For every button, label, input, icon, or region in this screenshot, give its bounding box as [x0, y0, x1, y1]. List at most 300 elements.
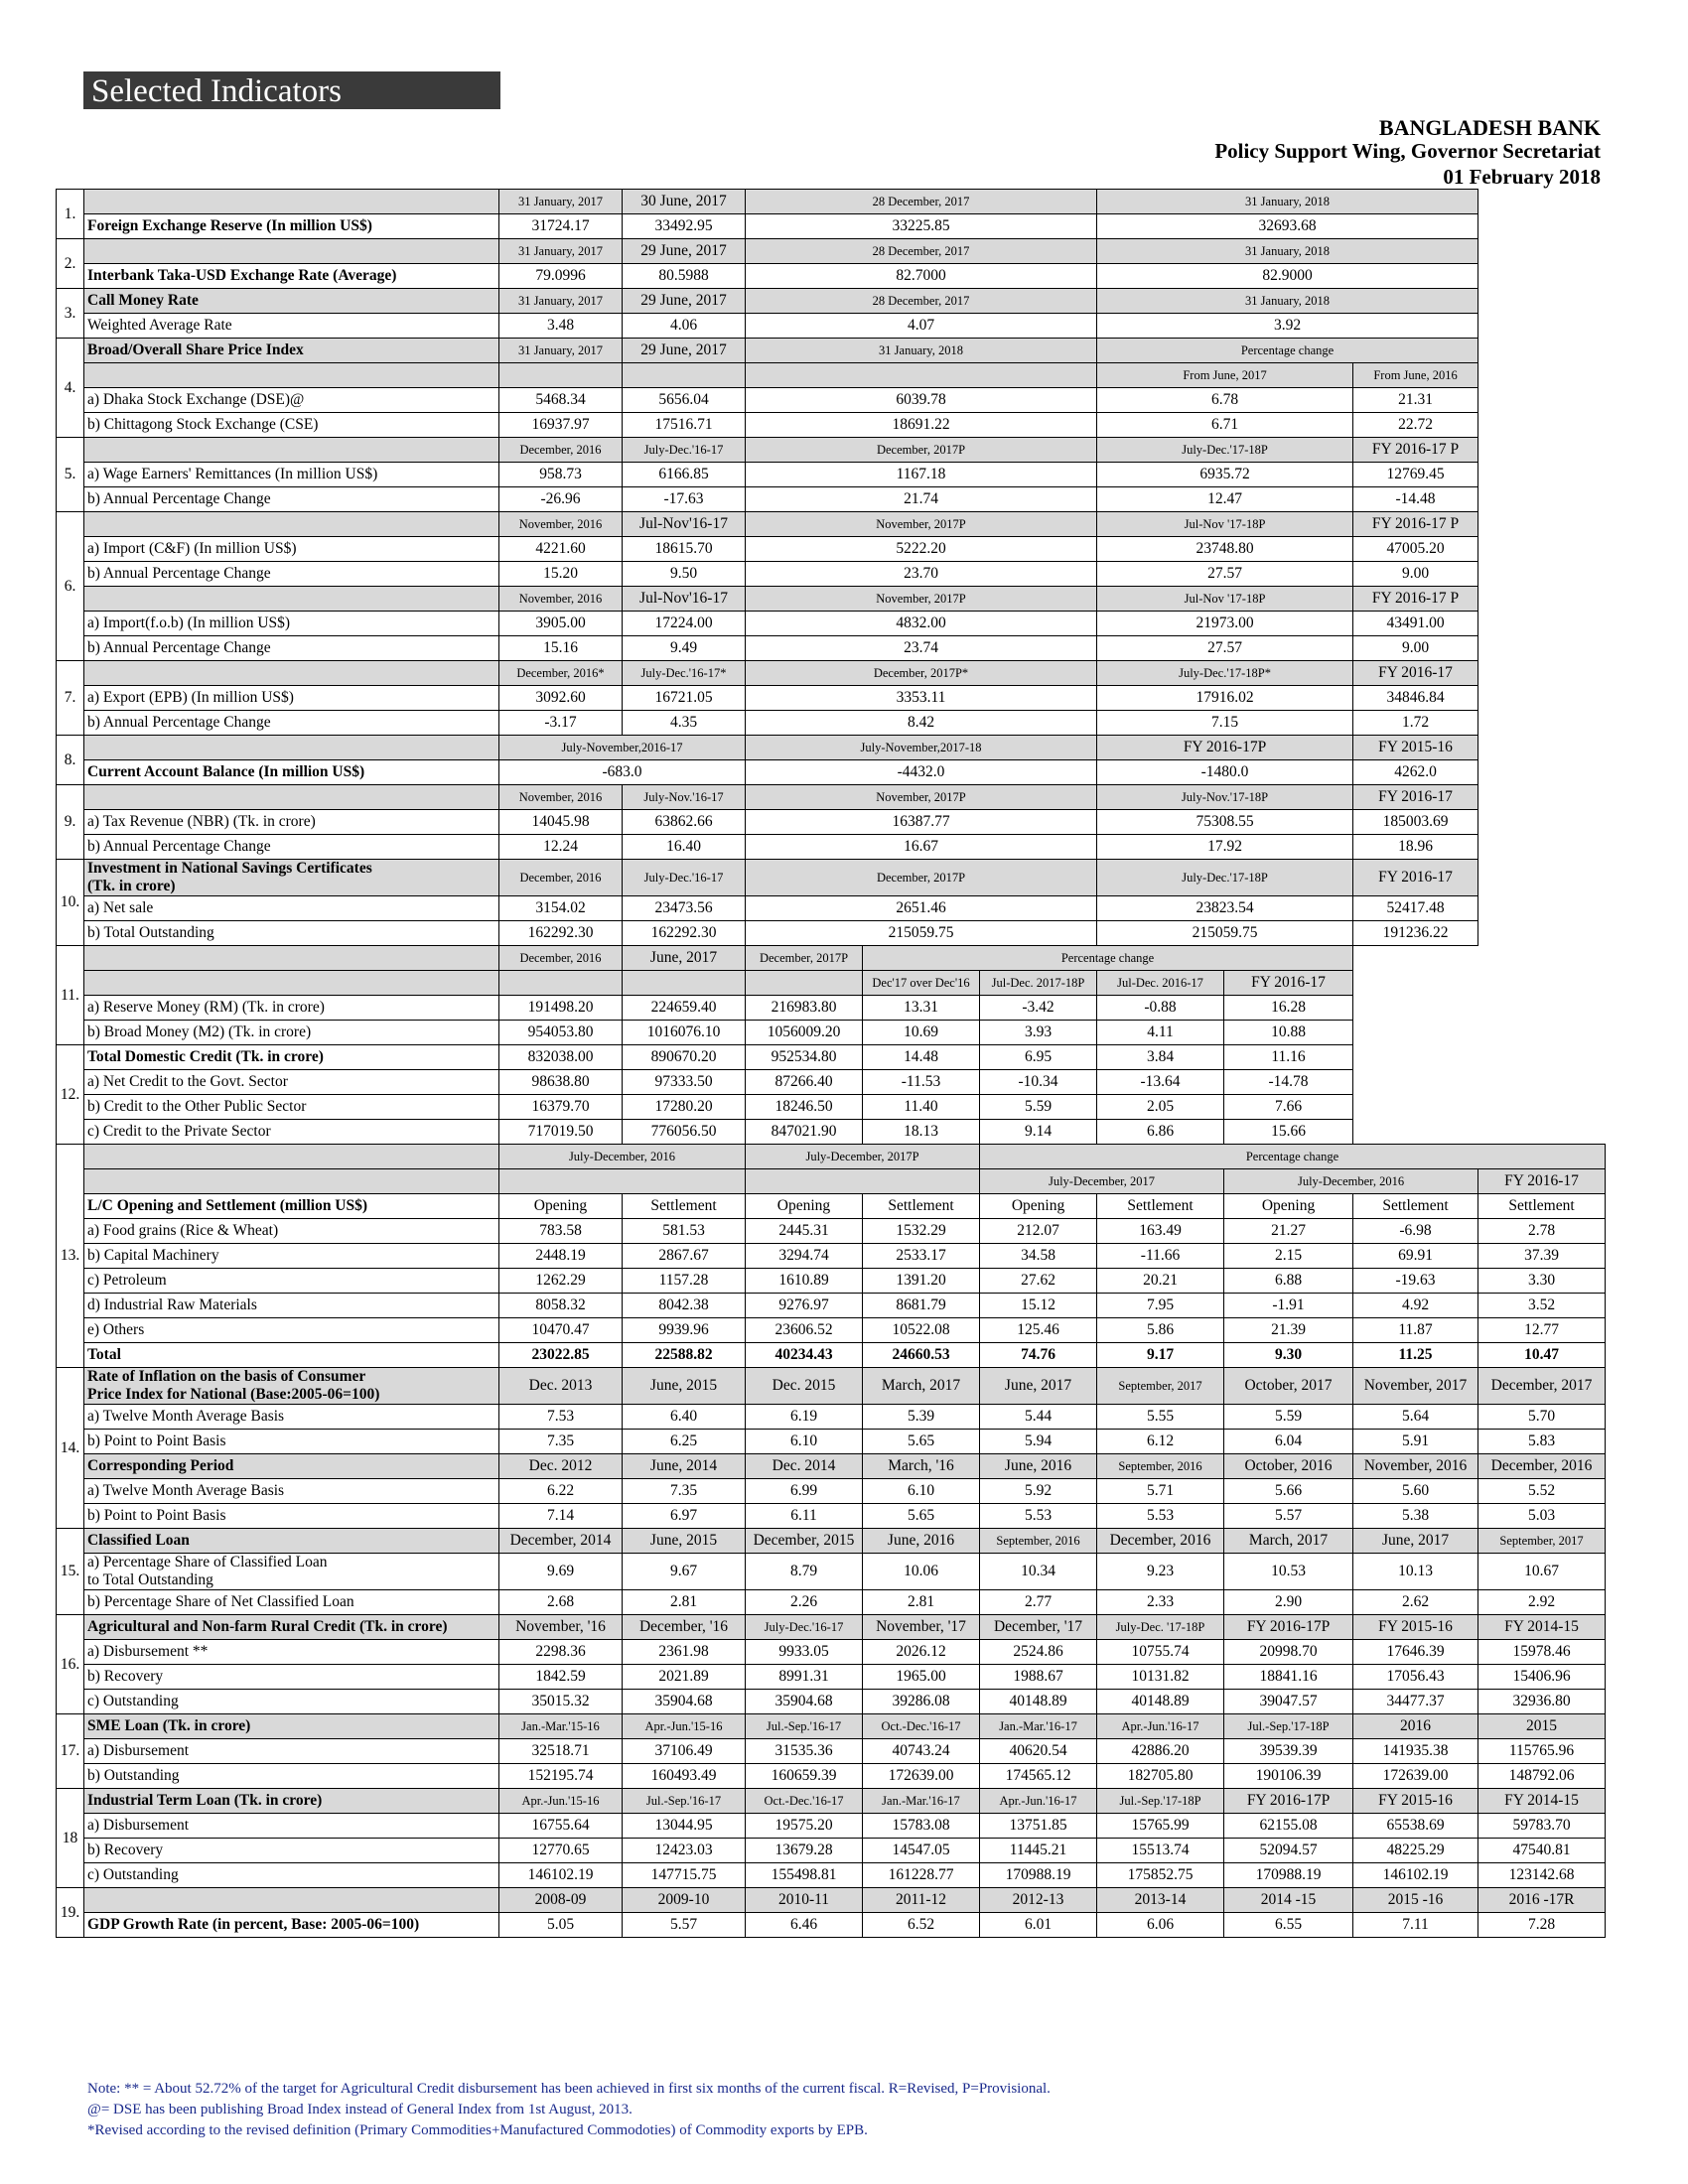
value-cell: 63862.66	[623, 810, 746, 835]
header-row	[57, 1615, 1606, 1640]
column-header: FY 2016-17 P	[1353, 438, 1478, 463]
column-header: FY 2014-15	[1478, 1615, 1606, 1640]
value-cell: 1532.29	[863, 1219, 980, 1244]
column-header: June, 2015	[623, 1529, 746, 1554]
value-cell: 125.46	[980, 1318, 1097, 1343]
value-cell: -17.63	[623, 487, 746, 512]
column-header: July-December, 2016	[499, 1145, 746, 1169]
value-cell: Settlement	[1353, 1194, 1478, 1219]
serial-number: 3.	[57, 289, 84, 339]
column-header: December, '17	[980, 1615, 1097, 1640]
value-cell: 2.26	[746, 1590, 863, 1615]
value-cell: 7.95	[1097, 1294, 1224, 1318]
value-cell: 5.05	[499, 1913, 623, 1938]
column-header: Percentage change	[1097, 339, 1478, 363]
value-cell: 163.49	[1097, 1219, 1224, 1244]
serial-number: 11.	[57, 946, 84, 1045]
value-cell: 6.78	[1097, 388, 1353, 413]
column-header: Oct.-Dec.'16-17	[863, 1714, 980, 1739]
value-cell: 1167.18	[746, 463, 1097, 487]
data-row	[57, 896, 1606, 921]
row-label: Weighted Average Rate	[84, 314, 499, 339]
value-cell: 7.66	[1224, 1095, 1353, 1120]
value-cell: 10.88	[1224, 1021, 1353, 1045]
row-label: b) Annual Percentage Change	[84, 835, 499, 860]
row-label: b) Point to Point Basis	[84, 1504, 499, 1529]
value-cell: 16755.64	[499, 1814, 623, 1839]
column-header: September, 2017	[1097, 1368, 1224, 1405]
header-row	[57, 190, 1606, 214]
value-cell: -683.0	[499, 760, 746, 785]
header-row	[57, 587, 1606, 612]
value-cell: 5.55	[1097, 1405, 1224, 1430]
column-header: 31 January, 2018	[1097, 239, 1478, 264]
value-cell: 162292.30	[623, 921, 746, 946]
column-header: Jul-Dec. 2017-18P	[980, 971, 1097, 996]
value-cell: 6166.85	[623, 463, 746, 487]
value-cell: 21.27	[1224, 1219, 1353, 1244]
value-cell: 2.62	[1353, 1590, 1478, 1615]
value-cell: 1391.20	[863, 1269, 980, 1294]
column-header: 31 January, 2017	[499, 190, 623, 214]
value-cell: 5.64	[1353, 1405, 1478, 1430]
row-label	[84, 785, 499, 810]
value-cell: 16721.05	[623, 686, 746, 711]
data-row	[57, 1219, 1606, 1244]
row-label: c) Petroleum	[84, 1269, 499, 1294]
value-cell: -1480.0	[1097, 760, 1353, 785]
column-header: 31 January, 2017	[499, 239, 623, 264]
value-cell: -14.48	[1353, 487, 1478, 512]
value-cell: 15.20	[499, 562, 623, 587]
value-cell: 65538.69	[1353, 1814, 1478, 1839]
serial-number: 19.	[57, 1888, 84, 1938]
value-cell: 62155.08	[1224, 1814, 1353, 1839]
value-cell: 4.92	[1353, 1294, 1478, 1318]
value-cell: Opening	[746, 1194, 863, 1219]
value-cell: 215059.75	[746, 921, 1097, 946]
row-label: b) Capital Machinery	[84, 1244, 499, 1269]
column-header: October, 2017	[1224, 1368, 1353, 1405]
value-cell: Settlement	[863, 1194, 980, 1219]
serial-number: 9.	[57, 785, 84, 860]
value-cell: 174565.12	[980, 1764, 1097, 1789]
data-row	[57, 463, 1606, 487]
value-cell: 146102.19	[499, 1863, 623, 1888]
value-cell: 5.66	[1224, 1479, 1353, 1504]
column-header: Oct.-Dec.'16-17	[746, 1789, 863, 1814]
row-label: b) Broad Money (M2) (Tk. in crore)	[84, 1021, 499, 1045]
value-cell: 6.11	[746, 1504, 863, 1529]
column-header: Dec. 2015	[746, 1368, 863, 1405]
value-cell: 21.39	[1224, 1318, 1353, 1343]
column-header: 30 June, 2017	[623, 190, 746, 214]
value-cell: 23022.85	[499, 1343, 623, 1368]
value-cell: 155498.81	[746, 1863, 863, 1888]
value-cell: 27.57	[1097, 636, 1353, 661]
value-cell: Settlement	[1097, 1194, 1224, 1219]
value-cell: 10.13	[1353, 1554, 1478, 1590]
value-cell: 33225.85	[746, 214, 1097, 239]
value-cell: 6.88	[1224, 1269, 1353, 1294]
value-cell: 3.92	[1097, 314, 1478, 339]
value-cell: 3.84	[1097, 1045, 1224, 1070]
value-cell: 182705.80	[1097, 1764, 1224, 1789]
value-cell: 18.13	[863, 1120, 980, 1145]
value-cell: 2.81	[623, 1590, 746, 1615]
data-row	[57, 760, 1606, 785]
value-cell: 148792.06	[1478, 1764, 1606, 1789]
column-header: June, 2017	[623, 946, 746, 971]
row-label	[84, 239, 499, 264]
row-label: Interbank Taka-USD Exchange Rate (Average)	[84, 264, 499, 289]
header-row	[57, 1145, 1606, 1169]
value-cell: 1016076.10	[623, 1021, 746, 1045]
value-cell: -11.53	[863, 1070, 980, 1095]
value-cell: 40234.43	[746, 1343, 863, 1368]
value-cell: 6.06	[1097, 1913, 1224, 1938]
column-header: December, 2016	[1097, 1529, 1224, 1554]
value-cell: 7.35	[623, 1479, 746, 1504]
value-cell: 34477.37	[1353, 1690, 1478, 1714]
value-cell: 8681.79	[863, 1294, 980, 1318]
column-header: June, 2017	[980, 1368, 1097, 1405]
value-cell: 5.91	[1353, 1430, 1478, 1454]
row-label: a) Import (C&F) (In million US$)	[84, 537, 499, 562]
value-cell: 35904.68	[746, 1690, 863, 1714]
row-label: b) Recovery	[84, 1665, 499, 1690]
value-cell: Opening	[499, 1194, 623, 1219]
value-cell: 5656.04	[623, 388, 746, 413]
value-cell: 6.40	[623, 1405, 746, 1430]
data-row	[57, 388, 1606, 413]
row-label: e) Others	[84, 1318, 499, 1343]
data-row	[57, 835, 1606, 860]
column-header: September, 2016	[1097, 1454, 1224, 1479]
value-cell: 162292.30	[499, 921, 623, 946]
value-cell: 4832.00	[746, 612, 1097, 636]
value-cell: 1965.00	[863, 1665, 980, 1690]
row-label: Total	[84, 1343, 499, 1368]
data-row	[57, 636, 1606, 661]
row-label: b) Outstanding	[84, 1764, 499, 1789]
column-header: Jan.-Mar.'16-17	[863, 1789, 980, 1814]
data-row	[57, 1839, 1606, 1863]
value-cell: 13044.95	[623, 1814, 746, 1839]
value-cell: 21.74	[746, 487, 1097, 512]
value-cell: 5.38	[1353, 1504, 1478, 1529]
data-row	[57, 1479, 1606, 1504]
row-label	[84, 1145, 499, 1169]
value-cell: 82.9000	[1097, 264, 1478, 289]
value-cell: 22.72	[1353, 413, 1478, 438]
value-cell: 9.23	[1097, 1554, 1224, 1590]
column-header: July-December, 2017P	[746, 1145, 980, 1169]
value-cell: 11.40	[863, 1095, 980, 1120]
value-cell: 5.65	[863, 1504, 980, 1529]
value-cell: 4.06	[623, 314, 746, 339]
header-row	[57, 1454, 1606, 1479]
value-cell: 27.57	[1097, 562, 1353, 587]
row-label: c) Outstanding	[84, 1690, 499, 1714]
value-cell: 15.66	[1224, 1120, 1353, 1145]
value-cell: 35015.32	[499, 1690, 623, 1714]
data-row	[57, 264, 1606, 289]
value-cell: 783.58	[499, 1219, 623, 1244]
value-cell: 6.99	[746, 1479, 863, 1504]
column-header: November, 2016	[1353, 1454, 1478, 1479]
column-header: FY 2016-17 P	[1353, 587, 1478, 612]
data-row	[57, 1095, 1606, 1120]
row-label: a) Percentage Share of Classified Loan to Total Outstanding	[84, 1554, 499, 1590]
value-cell: -6.98	[1353, 1219, 1478, 1244]
value-cell: 16.28	[1224, 996, 1353, 1021]
value-cell: 2.15	[1224, 1244, 1353, 1269]
column-header: 2015 -16	[1353, 1888, 1478, 1913]
column-header	[623, 363, 746, 388]
value-cell: 32693.68	[1097, 214, 1478, 239]
value-cell: 10.69	[863, 1021, 980, 1045]
value-cell: 9.17	[1097, 1343, 1224, 1368]
value-cell: 24660.53	[863, 1343, 980, 1368]
value-cell: 10.34	[980, 1554, 1097, 1590]
column-header: Dec. 2014	[746, 1454, 863, 1479]
row-label: b) Annual Percentage Change	[84, 636, 499, 661]
value-cell: 172639.00	[1353, 1764, 1478, 1789]
value-cell: -11.66	[1097, 1244, 1224, 1269]
value-cell: -0.88	[1097, 996, 1224, 1021]
value-cell: 6.10	[863, 1479, 980, 1504]
value-cell: 5.53	[1097, 1504, 1224, 1529]
value-cell: 18246.50	[746, 1095, 863, 1120]
row-label: Current Account Balance (In million US$)	[84, 760, 499, 785]
value-cell: 2.33	[1097, 1590, 1224, 1615]
value-cell: 6.95	[980, 1045, 1097, 1070]
report-date: 01 February 2018	[1443, 165, 1601, 189]
row-label: d) Industrial Raw Materials	[84, 1294, 499, 1318]
value-cell: 1157.28	[623, 1269, 746, 1294]
value-cell: 12.77	[1478, 1318, 1606, 1343]
value-cell: 152195.74	[499, 1764, 623, 1789]
column-header: 29 June, 2017	[623, 239, 746, 264]
column-header: 29 June, 2017	[623, 289, 746, 314]
value-cell: -3.17	[499, 711, 623, 736]
column-header	[499, 971, 623, 996]
header-row	[57, 1529, 1606, 1554]
column-header: December, 2017P	[746, 438, 1097, 463]
column-header: Jul-Nov '17-18P	[1097, 587, 1353, 612]
row-label	[84, 1888, 499, 1913]
value-cell: 4.35	[623, 711, 746, 736]
value-cell: 14045.98	[499, 810, 623, 835]
value-cell: 212.07	[980, 1219, 1097, 1244]
value-cell: 2.78	[1478, 1219, 1606, 1244]
value-cell: 59783.70	[1478, 1814, 1606, 1839]
value-cell: 12.47	[1097, 487, 1353, 512]
column-header: 2013-14	[1097, 1888, 1224, 1913]
value-cell: Opening	[980, 1194, 1097, 1219]
column-header: Apr.-Jun.'15-16	[499, 1789, 623, 1814]
value-cell: 18841.16	[1224, 1665, 1353, 1690]
value-cell: 3.30	[1478, 1269, 1606, 1294]
column-header: FY 2015-16	[1353, 736, 1478, 760]
value-cell: 9.30	[1224, 1343, 1353, 1368]
value-cell: 5.03	[1478, 1504, 1606, 1529]
column-header: November, '16	[499, 1615, 623, 1640]
value-cell: 10.06	[863, 1554, 980, 1590]
serial-number: 8.	[57, 736, 84, 785]
data-row	[57, 1739, 1606, 1764]
data-row	[57, 214, 1606, 239]
value-cell: -13.64	[1097, 1070, 1224, 1095]
value-cell: -26.96	[499, 487, 623, 512]
value-cell: 23823.54	[1097, 896, 1353, 921]
row-label: a) Disbursement	[84, 1814, 499, 1839]
header-row	[57, 339, 1606, 363]
serial-number: 4.	[57, 339, 84, 438]
column-header: 2014 -15	[1224, 1888, 1353, 1913]
header-row	[57, 785, 1606, 810]
value-cell: 6.97	[623, 1504, 746, 1529]
value-cell: 6.71	[1097, 413, 1353, 438]
value-cell: 15.12	[980, 1294, 1097, 1318]
value-cell: 172639.00	[863, 1764, 980, 1789]
value-cell: 5222.20	[746, 537, 1097, 562]
value-cell: 146102.19	[1353, 1863, 1478, 1888]
value-cell: 3092.60	[499, 686, 623, 711]
column-header: December, 2017P	[746, 860, 1097, 896]
data-row	[57, 487, 1606, 512]
value-cell: 6.12	[1097, 1430, 1224, 1454]
row-label: b) Recovery	[84, 1839, 499, 1863]
value-cell: 5.57	[623, 1913, 746, 1938]
column-header: 28 December, 2017	[746, 239, 1097, 264]
value-cell: 2298.36	[499, 1640, 623, 1665]
data-row	[57, 1120, 1606, 1145]
value-cell: 52417.48	[1353, 896, 1478, 921]
value-cell: 10.47	[1478, 1343, 1606, 1368]
value-cell: 6.22	[499, 1479, 623, 1504]
row-label: b) Annual Percentage Change	[84, 711, 499, 736]
data-row	[57, 686, 1606, 711]
value-cell: 2524.86	[980, 1640, 1097, 1665]
value-cell: 2.92	[1478, 1590, 1606, 1615]
serial-number: 12.	[57, 1045, 84, 1145]
column-header: November, 2017P	[746, 512, 1097, 537]
row-label: Foreign Exchange Reserve (In million US$)	[84, 214, 499, 239]
column-header: October, 2016	[1224, 1454, 1353, 1479]
value-cell: 2651.46	[746, 896, 1097, 921]
row-label	[84, 587, 499, 612]
row-label: a) Net sale	[84, 896, 499, 921]
value-cell: 87266.40	[746, 1070, 863, 1095]
column-header: July-Dec.'16-17*	[623, 661, 746, 686]
value-cell: 16379.70	[499, 1095, 623, 1120]
value-cell: 224659.40	[623, 996, 746, 1021]
value-cell: 170988.19	[980, 1863, 1097, 1888]
serial-number: 7.	[57, 661, 84, 736]
row-label	[84, 971, 499, 996]
column-header: 31 January, 2017	[499, 289, 623, 314]
column-header: November, '17	[863, 1615, 980, 1640]
footnote: *Revised according to the revised definition (Primary Commodities+Manufactured Commodoties) of Commodity exports by EPB.	[87, 2122, 868, 2138]
row-label: a) Disbursement	[84, 1739, 499, 1764]
value-cell: 9.49	[623, 636, 746, 661]
column-header: Jul.-Sep.'17-18P	[1224, 1714, 1353, 1739]
value-cell: 7.53	[499, 1405, 623, 1430]
value-cell: 39286.08	[863, 1690, 980, 1714]
value-cell: 6.86	[1097, 1120, 1224, 1145]
value-cell: 22588.82	[623, 1343, 746, 1368]
column-header: 2009-10	[623, 1888, 746, 1913]
value-cell: 15765.99	[1097, 1814, 1224, 1839]
data-row	[57, 1021, 1606, 1045]
row-label: a) Import(f.o.b) (In million US$)	[84, 612, 499, 636]
column-header: December, 2016	[1478, 1454, 1606, 1479]
data-row	[57, 1070, 1606, 1095]
row-label	[84, 1169, 499, 1194]
column-header	[623, 971, 746, 996]
column-header: FY 2016-17P	[1097, 736, 1353, 760]
value-cell: 4262.0	[1353, 760, 1478, 785]
value-cell: 23473.56	[623, 896, 746, 921]
value-cell: 7.35	[499, 1430, 623, 1454]
row-label: b) Point to Point Basis	[84, 1430, 499, 1454]
value-cell: -19.63	[1353, 1269, 1478, 1294]
value-cell: 32518.71	[499, 1739, 623, 1764]
value-cell: 1262.29	[499, 1269, 623, 1294]
column-header: July-Dec.'17-18P	[1097, 438, 1353, 463]
header-row	[57, 1368, 1606, 1405]
value-cell: 17280.20	[623, 1095, 746, 1120]
header-row	[57, 736, 1606, 760]
row-label: Call Money Rate	[84, 289, 499, 314]
header-row	[57, 1789, 1606, 1814]
value-cell: 11445.21	[980, 1839, 1097, 1863]
column-header: December, 2015	[746, 1529, 863, 1554]
row-label	[84, 438, 499, 463]
value-cell: 9.00	[1353, 636, 1478, 661]
value-cell: 191498.20	[499, 996, 623, 1021]
value-cell: 9276.97	[746, 1294, 863, 1318]
header-row	[57, 289, 1606, 314]
serial-number: 14.	[57, 1368, 84, 1529]
row-label: a) Twelve Month Average Basis	[84, 1405, 499, 1430]
value-cell: 115765.96	[1478, 1739, 1606, 1764]
value-cell: 5.53	[980, 1504, 1097, 1529]
serial-number: 15.	[57, 1529, 84, 1615]
data-row	[57, 1764, 1606, 1789]
column-header: November, 2017	[1353, 1368, 1478, 1405]
value-cell: 160493.49	[623, 1764, 746, 1789]
column-header: 2010-11	[746, 1888, 863, 1913]
data-row	[57, 1269, 1606, 1294]
row-label: a) Food grains (Rice & Wheat)	[84, 1219, 499, 1244]
column-header	[746, 363, 1097, 388]
column-header: 28 December, 2017	[746, 190, 1097, 214]
data-row	[57, 314, 1606, 339]
value-cell: 10131.82	[1097, 1665, 1224, 1690]
value-cell: 3294.74	[746, 1244, 863, 1269]
footnote: Note: ** = About 52.72% of the target for Agricultural Credit disbursement has been achieved in first six months of the current fiscal. R=Revised, P=Provisional.	[87, 2081, 1051, 2097]
data-row	[57, 1554, 1606, 1590]
serial-number: 2.	[57, 239, 84, 289]
value-cell: 717019.50	[499, 1120, 623, 1145]
column-header: Dec'17 over Dec'16	[863, 971, 980, 996]
row-label: GDP Growth Rate (in percent, Base: 2005-06=100)	[84, 1913, 499, 1938]
value-cell: 5.59	[1224, 1405, 1353, 1430]
value-cell: 952534.80	[746, 1045, 863, 1070]
